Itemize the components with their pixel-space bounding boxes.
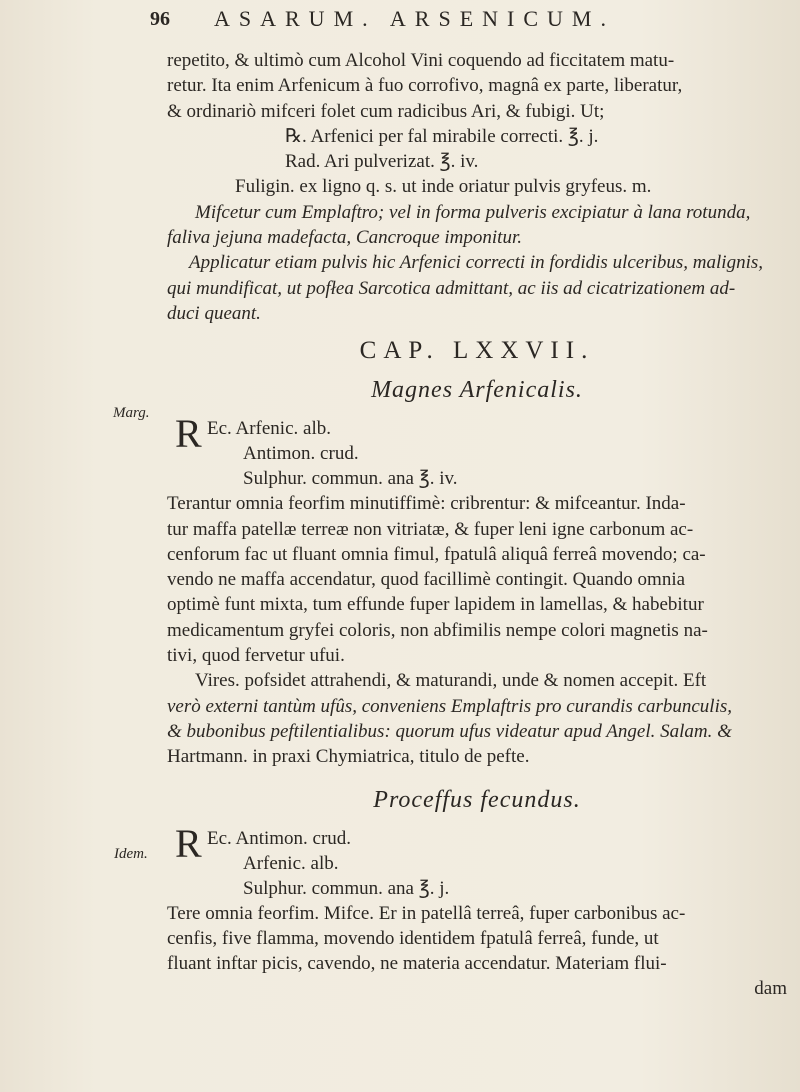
text-line: cenfis, five flamma, movendo identidem fpatulâ ferreâ, funde, ut: [167, 927, 659, 949]
recipe-line: Sulphur. commun. ana ℥. iv.: [243, 468, 458, 490]
recipe-line: Ec. Antimon. crud.: [207, 827, 352, 849]
text-line: vendo ne maffa accendatur, quod facillimè contingit. Quando omnia: [167, 569, 686, 591]
recipe-line: Sulphur. commun. ana ℥. j.: [243, 877, 450, 899]
chapter-subtitle: Magnes Arfenicalis.: [371, 377, 583, 404]
recipe-line: Antimon. crud.: [243, 443, 359, 465]
chapter-heading: CAP. LXXVII.: [359, 337, 595, 365]
text-line: Mifcetur cum Emplaftro; vel in forma pulveris excipiatur à lana rotunda,: [195, 201, 751, 223]
recipe-line: ℞. Arfenici per fal mirabile correcti. ℥. j.: [285, 125, 599, 147]
drop-initial: R: [175, 820, 202, 866]
recipe-three: [167, 820, 787, 901]
paragraph-intro: [167, 48, 787, 124]
text-line: optimè funt mixta, tum effunde fuper lapidem in lamellas, & habebitur: [167, 594, 704, 616]
page-header: [0, 2, 800, 34]
catchword: dam: [754, 978, 787, 1000]
paragraph-method: [167, 491, 787, 668]
paragraph-second-method: [167, 901, 787, 1002]
recipe-line: Fuligin. ex ligno q. s. ut inde oriatur pulvis gryfeus. m.: [235, 176, 652, 198]
text-line: fluant inftar picis, cavendo, ne materia accendatur. Materiam flui-: [167, 953, 667, 975]
drop-initial: R: [175, 411, 202, 457]
margin-note-idem: Idem.: [114, 846, 148, 862]
text-line: medicamentum gryfei coloris, non abfimilis nempe colori magnetis na-: [167, 619, 708, 641]
text-line: Hartmann. in praxi Chymiatrica, titulo de pefte.: [167, 746, 530, 768]
text-line: tivi, quod fervetur ufui.: [167, 645, 345, 667]
paragraph-italic-usage: [167, 200, 787, 326]
running-head: ASARUM. ARSENICUM.: [214, 6, 615, 31]
text-line: Tere omnia feorfim. Mifce. Er in patellâ terreâ, fuper carbonibus ac-: [167, 902, 686, 924]
recipe-one: [167, 124, 787, 200]
text-line: retur. Ita enim Arfenicum à fuo corrofivo, magnâ ex parte, liberatur,: [167, 75, 683, 97]
recipe-two: [167, 411, 787, 491]
text-line: tur maffa patellæ terreæ non vitriatæ, & fuper leni igne carbonum ac-: [167, 518, 694, 540]
paragraph-vires: [167, 668, 787, 769]
recipe-line: Rad. Ari pulverizat. ℥. iv.: [285, 151, 479, 173]
text-line: Terantur omnia feorfim minutiffimè: cribrentur: & mifceantur. Inda-: [167, 493, 686, 515]
text-line: & bubonibus peftilentialibus: quorum ufus videatur apud Angel. Salam. &: [167, 720, 732, 742]
text-line: faliva jejuna madefacta, Cancroque imponitur.: [167, 227, 522, 249]
margin-note-marg: Marg.: [113, 405, 150, 421]
text-line: qui mundificat, ut pofłea Sarcotica admittant, ac iis ad cicatrizationem ad-: [167, 277, 736, 299]
main-text: [167, 48, 787, 1002]
recipe-line: Ec. Arfenic. alb.: [207, 418, 331, 440]
process-heading: Proceffus fecundus.: [373, 786, 581, 813]
text-line: repetito, & ultimò cum Alcohol Vini coquendo ad ficcitatem matu-: [167, 50, 675, 71]
text-line: duci queant.: [167, 302, 261, 324]
recipe-line: Arfenic. alb.: [243, 852, 339, 874]
text-line: & ordinariò mifceri folet cum radicibus Ari, & fubigi. Ut;: [167, 100, 605, 122]
text-line: cenforum fac ut fluant omnia fimul, fpatulâ aliquâ ferreâ movendo; ca-: [167, 543, 706, 565]
text-line: verò externi tantùm ufûs, conveniens Emplaftris pro curandis carbunculis,: [167, 695, 732, 717]
text-line: Applicatur etiam pulvis hic Arfenici correcti in fordidis ulceribus, malignis,: [189, 252, 763, 274]
page-number: 96: [150, 8, 170, 30]
text-line: Vires. pofsidet attrahendi, & maturandi, unde & nomen accepit. Eft: [195, 670, 707, 692]
